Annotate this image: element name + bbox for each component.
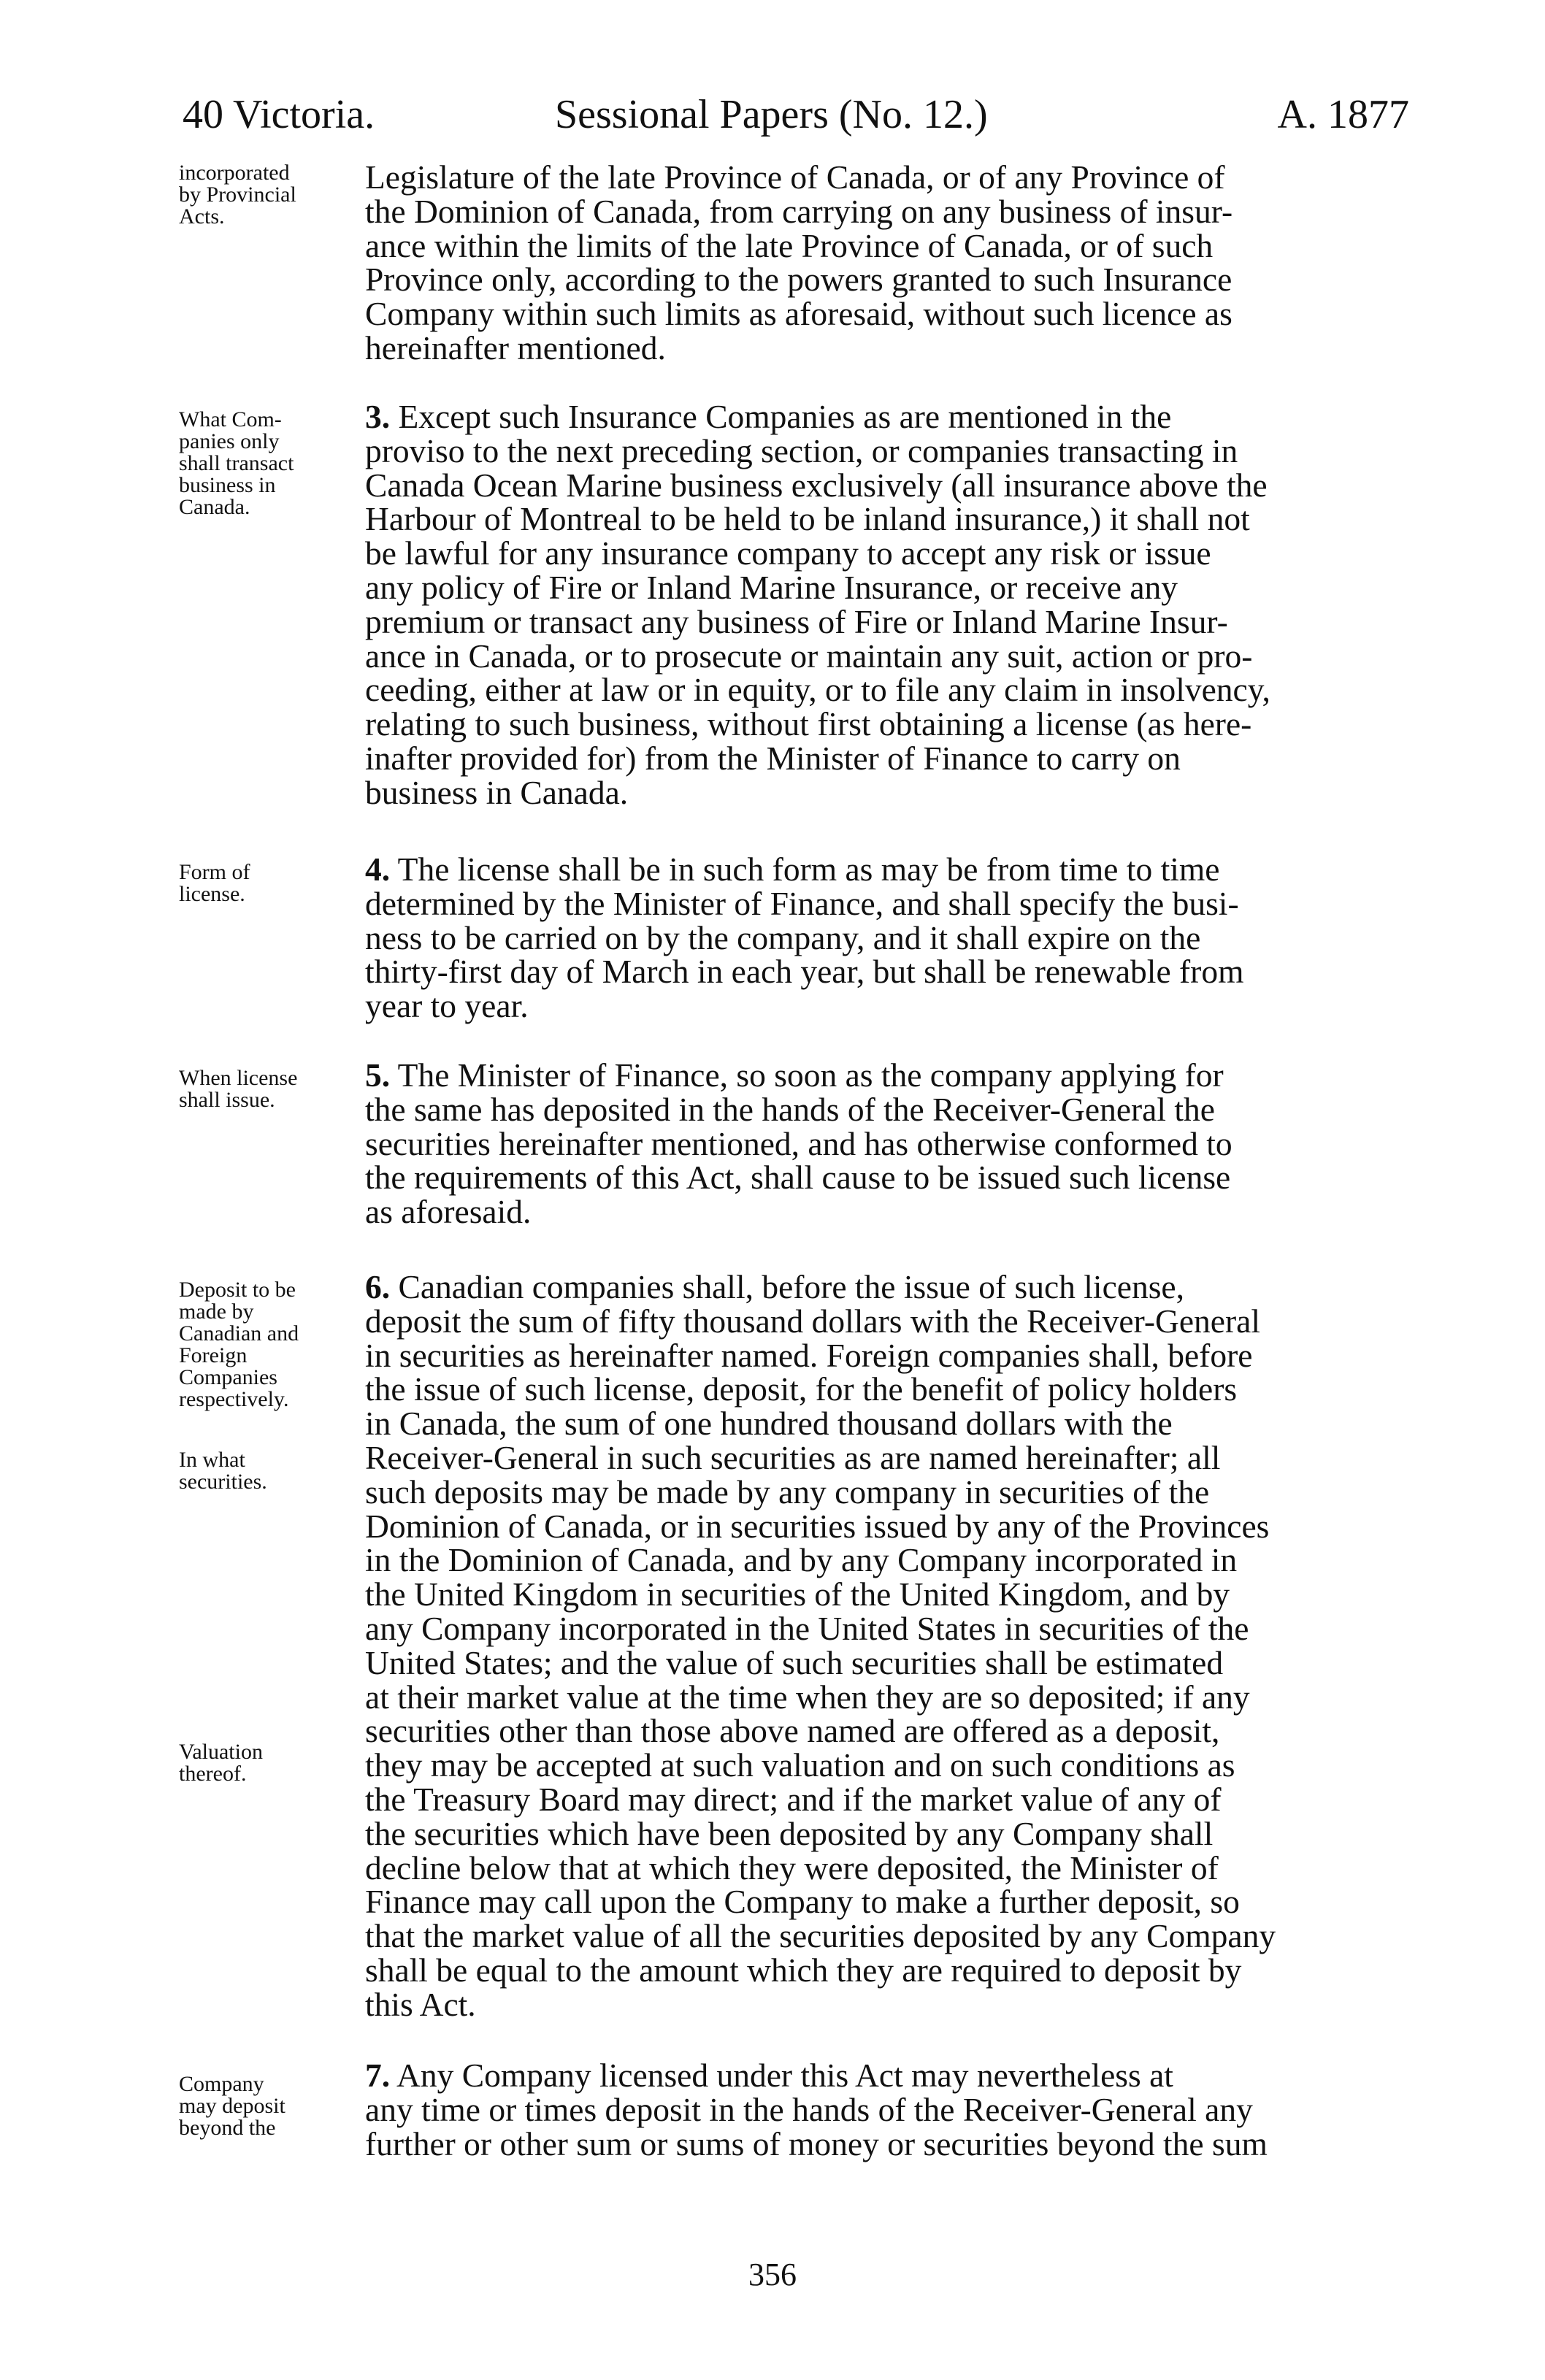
- section-text: [365, 158, 1545, 366]
- margin-note: Deposit to be made by Canadian and Foreign Companies respectively.: [179, 1278, 299, 1411]
- section-text: [365, 1270, 1545, 2022]
- section-body: Canadian companies shall, before the issue of such license, deposit the sum of fifty thousand dollars with the Receiver-General in securities as hereinafter named. Foreign companies shall, before the issue of such license, deposit, for the benefit of policy holders in Canada, the sum of one hundred thousand dollars with the Receiver-General in such securities as are named hereinafter; all such deposits may be made by any company in securities of the Dominion of Canada, or in securities issued by any of the Provinces in the Dominion of Canada, and by any Company incorporated in the United Kingdom in securities of the United Kingdom, and by any Company incorporated in the United States in securities of the United States; and the value of such securities shall be estimated at their market value at the time when they are so deposited; if any securities other than those above named are offered as a deposit, they may be accepted at such valuation and on such conditions as the Treasury Board may direct; and if the market value of any of the securities which have been deposited by any Company shall decline below that at which they were deposited, the Minister of Finance may call upon the Company to make a further deposit, so that the market value of all the securities deposited by any Company shall be equal to the amount which they are required to deposit by this Act.: [365, 1268, 1276, 2023]
- header-year: A. 1877: [1277, 92, 1409, 137]
- margin-note: incorporated by Provincial Acts.: [179, 161, 296, 229]
- header-title: Sessional Papers (No. 12.): [555, 92, 988, 137]
- section-body: Except such Insurance Companies as are mentioned in the proviso to the next preceding section, or companies transacting in Canada Ocean Marine business exclusively (all insurance above the Harbour of Montreal to be held to be inland insurance,) it shall not be lawful for any insurance company to accept any risk or issue any policy of Fire or Inland Marine Insurance, or receive any premium or transact any business of Fire or Inland Marine Insur- ance in Canada, or to prosecute or maintain any suit, action or pro- ceeding, either at law or in equity, or to file any claim in insolvency, relating to such business, without first obtaining a license (as here- inafter provided for) from the Minister of Finance to carry on business in Canada.: [365, 398, 1270, 811]
- page-number: 356: [748, 2257, 797, 2292]
- header-session: 40 Victoria.: [183, 92, 375, 137]
- section-number: 5.: [365, 1056, 391, 1094]
- margin-note: In what securities.: [179, 1448, 267, 1494]
- section-text: [365, 1056, 1545, 1231]
- running-header: [183, 91, 1409, 150]
- section-text: [365, 2059, 1545, 2161]
- section-number: 6.: [365, 1268, 391, 1305]
- margin-note: What Com- panies only shall transact business in Canada.: [179, 407, 294, 519]
- section-text: [365, 400, 1545, 810]
- section-body: The Minister of Finance, so soon as the company applying for the same has deposited in the hands of the Receiver-General the securities hereinafter mentioned, and has otherwise conformed to the requirements of this Act, shall cause to be issued such license as aforesaid.: [365, 1056, 1232, 1231]
- section-body: Legislature of the late Province of Canada, or of any Province of the Dominion of Canada, from carrying on any business of insur- ance within the limits of the late Province of Canada, or of such Province only, according to the powers granted to such Insurance Company within such limits as aforesaid, without such licence as hereinafter mentioned.: [365, 158, 1233, 366]
- section-number: 3.: [365, 398, 391, 435]
- section-body: Any Company licensed under this Act may nevertheless at any time or times deposit in the hands of the Receiver-General any further or other sum or sums of money or securities beyond the sum: [365, 2057, 1268, 2162]
- margin-note: When license shall issue.: [179, 1066, 298, 1112]
- section-number: 4.: [365, 851, 391, 888]
- margin-note: Company may deposit beyond the: [179, 2072, 285, 2140]
- margin-note: Form of license.: [179, 860, 250, 906]
- section-number: 7.: [365, 2057, 391, 2094]
- section-body: The license shall be in such form as may be from time to time determined by the Minister of Finance, and shall specify the busi- ness to be carried on by the company, and it shall expire on the thirty-first day of March in each year, but shall be renewable from year to year.: [365, 851, 1244, 1025]
- section-text: [365, 853, 1545, 1024]
- margin-note: Valuation thereof.: [179, 1740, 263, 1786]
